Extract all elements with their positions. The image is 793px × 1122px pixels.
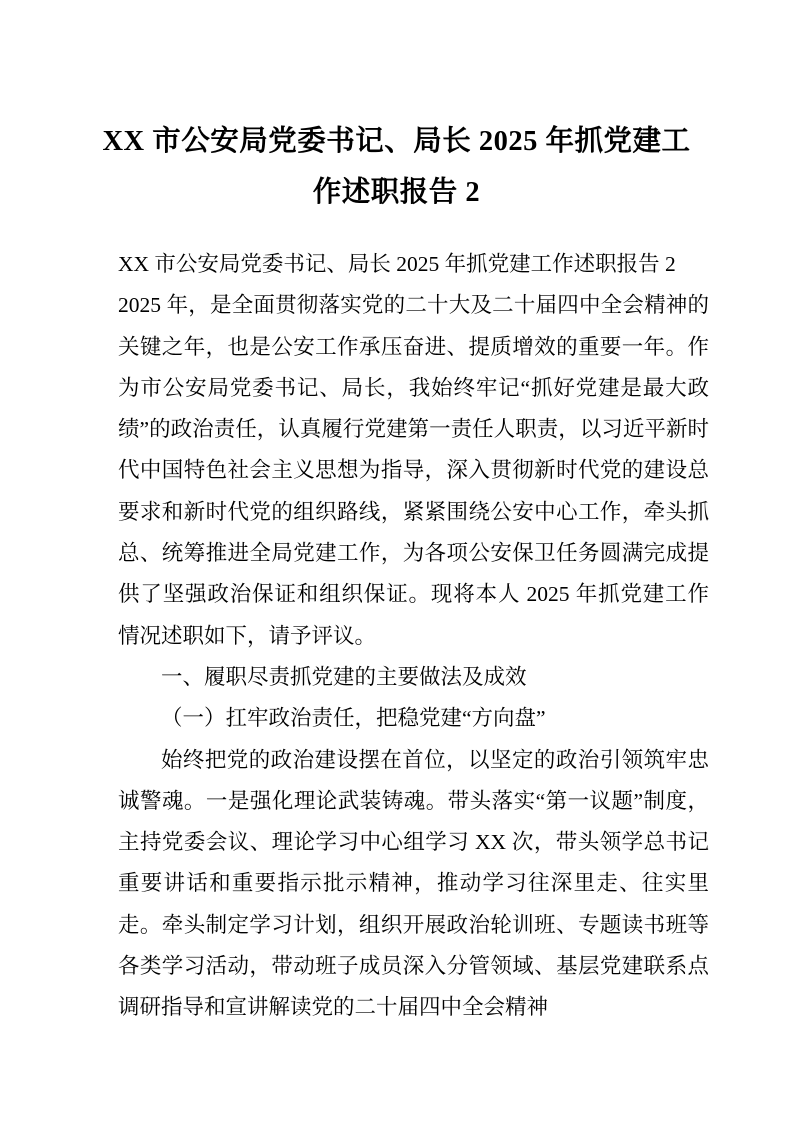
paragraph-introduction: 2025 年，是全面贯彻落实党的二十大及二十届四中全会精神的关键之年，也是公安工作承压奋进、提质增效的重要一年。作为市公安局党委书记、局长，我始终牢记“抓好党建是最大政绩”的政治责任，认真履行党建第一责任人职责，以习近平新时代中国特色社会主义思想为指导，深入贯彻新时代党的建设总要求和新时代党的组织路线，紧紧围绕公安中心工作，牵头抓总、统筹推进全局党建工作，为各项公安保卫任务圆满完成提供了坚强政治保证和组织保证。现将本人 2025 年抓党建工作情况述职如下，请予评议。 [118, 293, 709, 648]
heading-subsection-one-one: （一）扛牢政治责任，把稳党建“方向盘” [161, 706, 546, 731]
document-title: XX 市公安局党委书记、局长 2025 年抓党建工作述职报告 2 [102, 126, 691, 208]
document-body [118, 244, 709, 1029]
heading-section-one: 一、履职尽责抓党建的主要做法及成效 [161, 664, 527, 689]
paragraph-title-repeat: XX 市公安局党委书记、局长 2025 年抓党建工作述职报告 2 [118, 252, 676, 276]
paragraph-political-responsibility: 始终把党的政治建设摆在首位，以坚定的政治引领筑牢忠诚警魂。一是强化理论武装铸魂。带头落实“第一议题”制度，主持党委会议、理论学习中心组学习 XX 次，带头领学总书记重要讲话和重要指示批示精神，推动学习往深里走、往实里走。牵头制定学习计划，组织开展政治轮训班、专题读书班等各类学习活动，带动班子成员深入分管领域、基层党建联系点调研指导和宣讲解读党的二十届四中全会精神 [118, 747, 709, 1020]
